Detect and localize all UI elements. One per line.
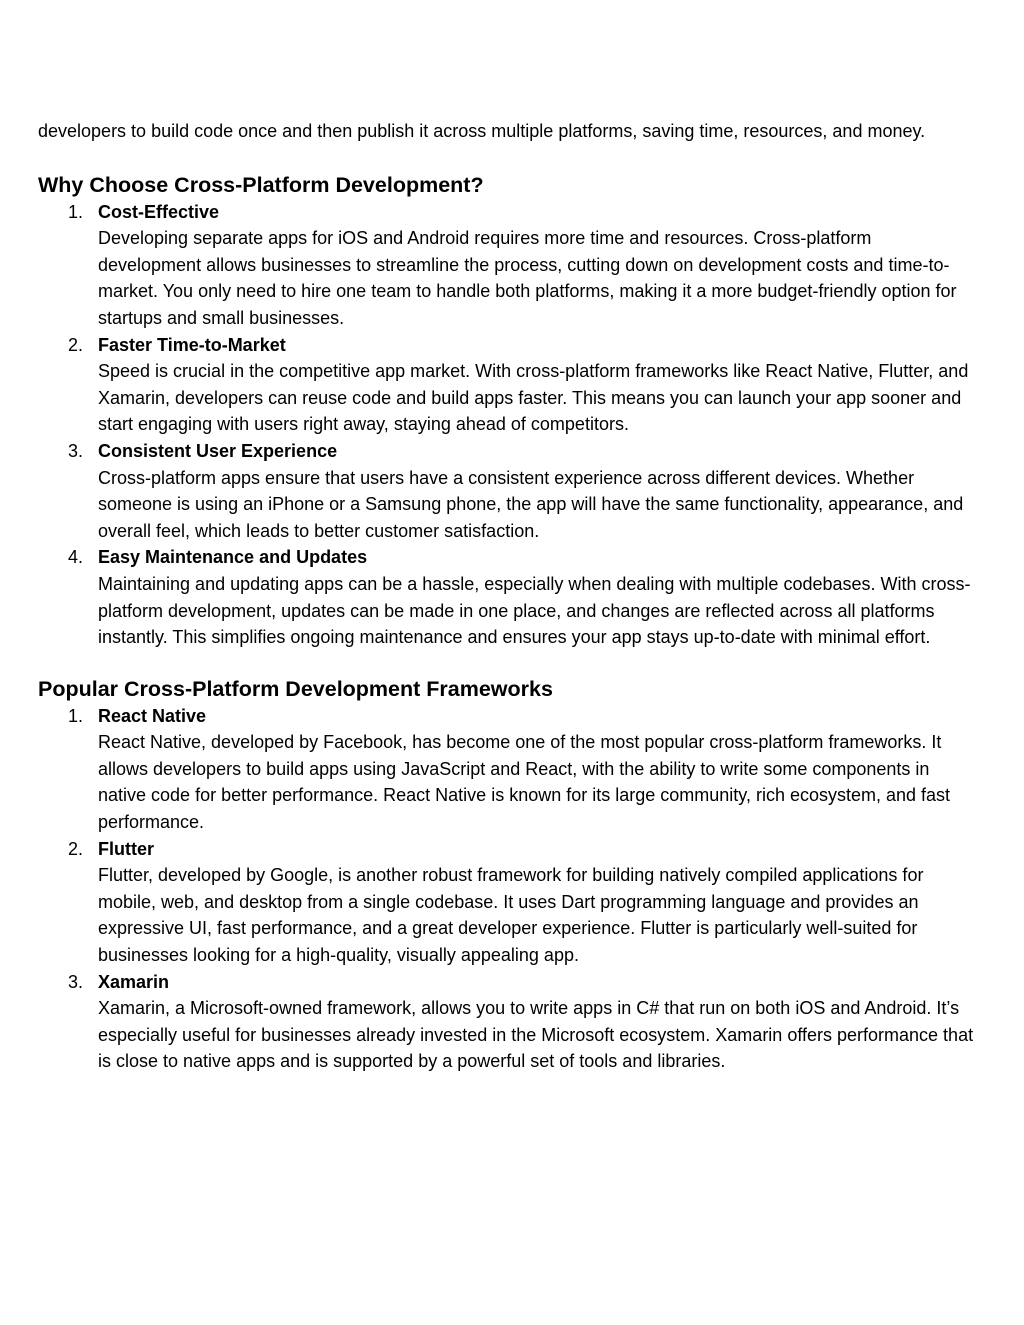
- item-title: Faster Time-to-Market: [98, 334, 286, 355]
- item-title: Flutter: [98, 838, 154, 859]
- document-page: [38, 118, 978, 1075]
- item-body: Flutter, developed by Google, is another robust framework for building natively compiled applications for mobile, web, and desktop from a single codebase. It uses Dart programming language and provides an expressive UI, fast performance, and a great developer experience. Flutter is particularly well-suited for businesses looking for a high-quality, visually appealing app.: [98, 865, 924, 966]
- section-heading-why-choose: Why Choose Cross-Platform Development?: [38, 172, 484, 197]
- list-number: 3.: [68, 440, 84, 461]
- list-item-react-native: [38, 703, 978, 836]
- list-number: 3.: [68, 971, 84, 992]
- item-body: Speed is crucial in the competitive app market. With cross-platform frameworks like React Native, Flutter, and Xamarin, developers can reuse code and build apps faster. This means you can launch your app sooner and start engaging with users right away, staying ahead of competitors.: [98, 361, 969, 435]
- popular-frameworks-list: [38, 703, 978, 1075]
- list-number: 1.: [68, 201, 84, 222]
- section-heading-popular-frameworks: Popular Cross-Platform Development Frameworks: [38, 676, 553, 701]
- list-number: 2.: [68, 334, 84, 355]
- list-item-flutter: [38, 836, 978, 969]
- list-number: 1.: [68, 705, 84, 726]
- item-title: Xamarin: [98, 971, 170, 992]
- item-title: Easy Maintenance and Updates: [98, 547, 368, 568]
- item-title: React Native: [98, 705, 207, 726]
- item-body: React Native, developed by Facebook, has become one of the most popular cross-platform frameworks. It allows developers to build apps using JavaScript and React, with the ability to write some components in native code for better performance. React Native is known for its large community, rich ecosystem, and fast performance.: [98, 732, 951, 833]
- item-body: Developing separate apps for iOS and Android requires more time and resources. Cross-platform development allows businesses to streamline the process, cutting down on development costs and time-to-market. You only need to hire one team to handle both platforms, making it a more budget-friendly option for startups and small businesses.: [98, 228, 957, 328]
- item-body: Xamarin, a Microsoft-owned framework, allows you to write apps in C# that run on both iOS and Android. It’s especially useful for businesses already invested in the Microsoft ecosystem. Xamarin offers performance that is close to native apps and is supported by a powerful set of tools and libraries.: [98, 998, 974, 1072]
- list-number: 4.: [68, 547, 84, 568]
- item-body: Maintaining and updating apps can be a hassle, especially when dealing with multiple codebases. With cross-platform development, updates can be made in one place, and changes are reflected across all platforms instantly. This simplifies ongoing maintenance and ensures your app stays up-to-date with minimal effort.: [98, 573, 971, 648]
- intro-paragraph: developers to build code once and then publish it across multiple platforms, saving time, resources, and money.: [38, 121, 926, 141]
- item-body: Cross-platform apps ensure that users have a consistent experience across different devices. Whether someone is using an iPhone or a Samsung phone, the app will have the same functionality, appearance, and overall feel, which leads to better customer satisfaction.: [98, 467, 964, 541]
- why-choose-list: [38, 199, 978, 651]
- list-item-xamarin: [38, 969, 978, 1075]
- list-number: 2.: [68, 838, 84, 859]
- item-title: Cost-Effective: [98, 201, 220, 222]
- list-item-easy-maintenance: [38, 544, 978, 650]
- list-item-consistent-user-experience: [38, 438, 978, 544]
- item-title: Consistent User Experience: [98, 440, 338, 461]
- list-item-cost-effective: [38, 199, 978, 332]
- list-item-faster-time-to-market: [38, 332, 978, 438]
